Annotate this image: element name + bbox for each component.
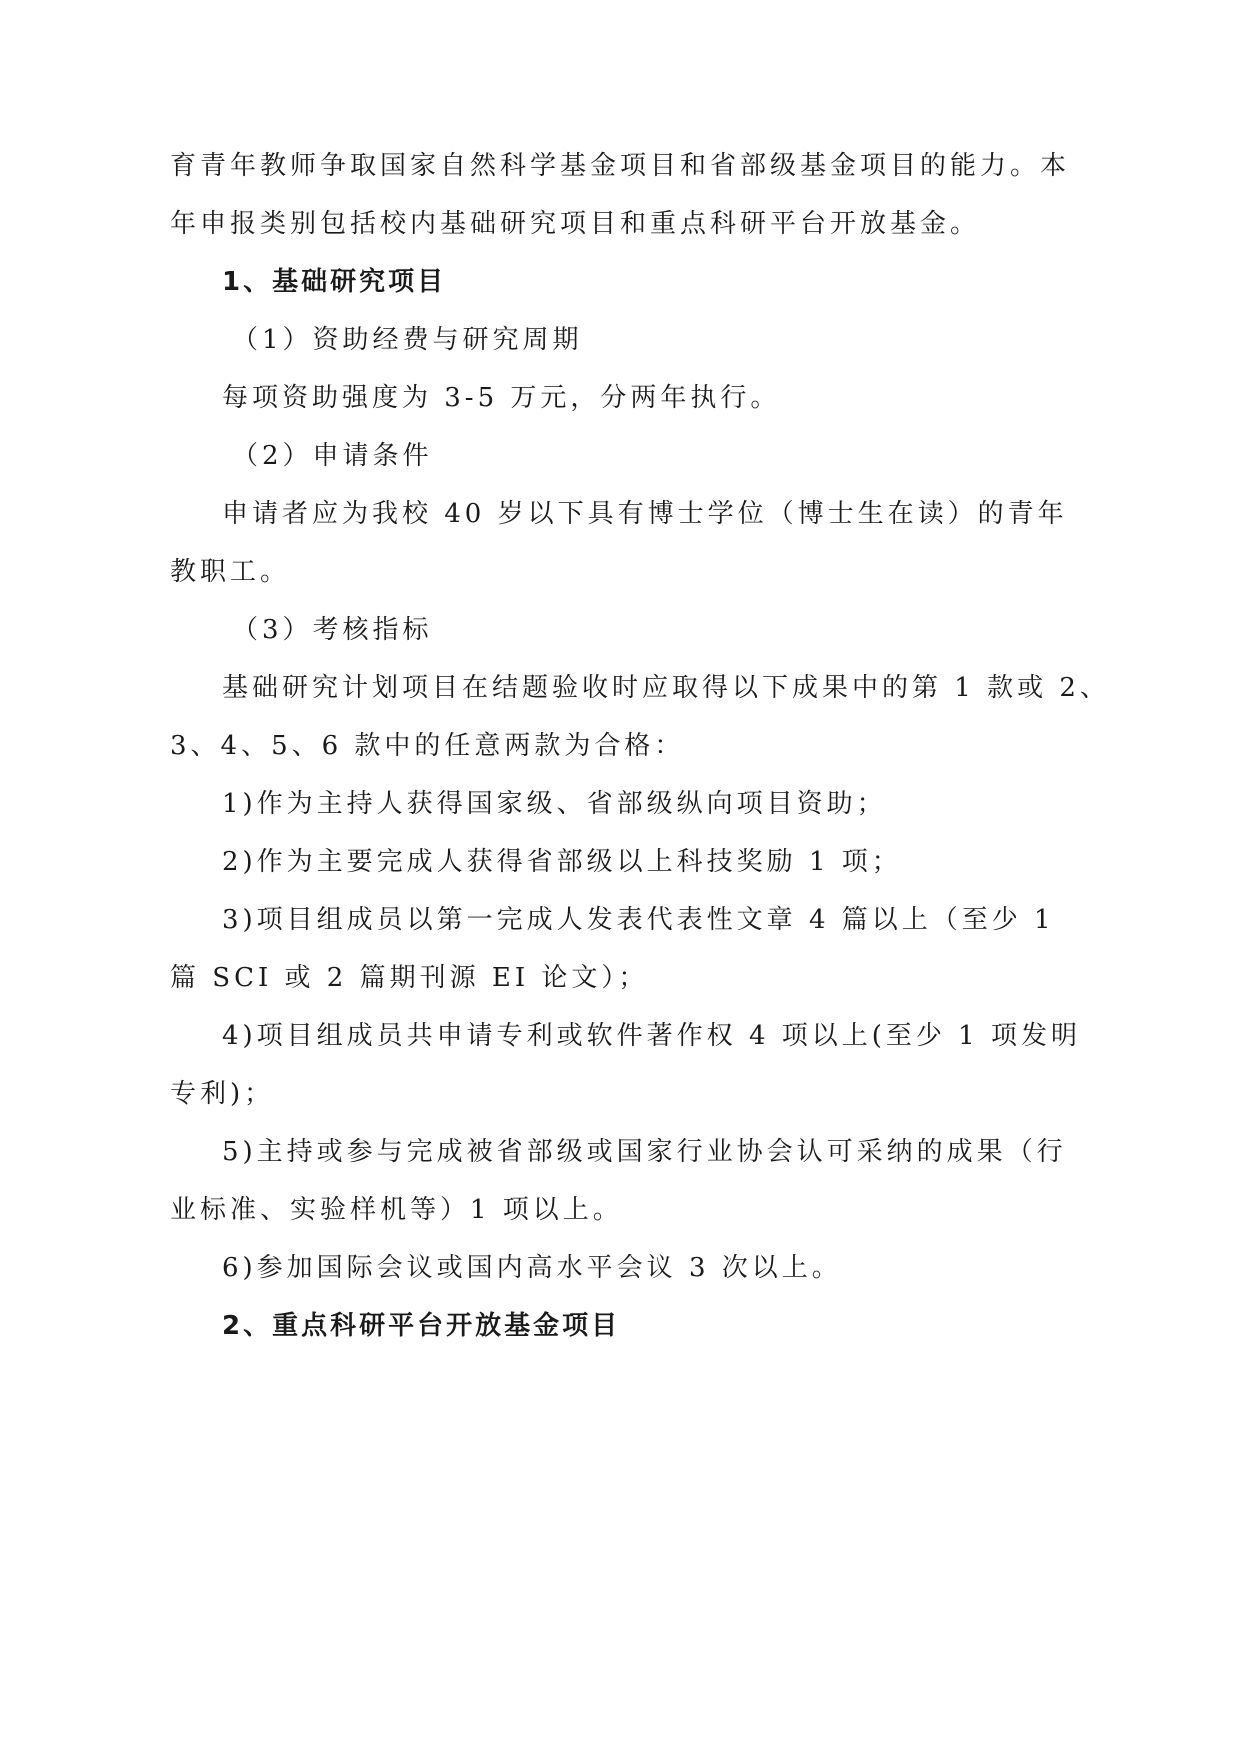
criteria-item-4-line-2: 专利)；: [170, 1079, 275, 1109]
criteria-item-5-line-2: 业标准、实验样机等）1 项以上。: [170, 1195, 623, 1225]
criteria-item-2: 2)作为主要完成人获得省部级以上科技奖励 1 项；: [222, 847, 902, 877]
section-1-heading: 1、基础研究项目: [222, 267, 447, 297]
subsection-3-heading: （3）考核指标: [232, 615, 433, 645]
eligibility-line-2: 教职工。: [170, 557, 291, 587]
subsection-1-heading: （1）资助经费与研究周期: [232, 325, 583, 355]
criteria-item-3-line-2: 篇 SCI 或 2 篇期刊源 EI 论文）；: [170, 963, 649, 993]
section-2-heading: 2、重点科研平台开放基金项目: [222, 1311, 621, 1341]
criteria-item-6: 6)参加国际会议或国内高水平会议 3 次以上。: [222, 1253, 842, 1283]
intro-line-1: 育青年教师争取国家自然科学基金项目和省部级基金项目的能力。本: [170, 151, 1071, 181]
criteria-item-3-line-1: 3)项目组成员以第一完成人发表代表性文章 4 篇以上（至少 1: [222, 905, 1055, 935]
criteria-intro-line-1: 基础研究计划项目在结题验收时应取得以下成果中的第 1 款或 2、: [222, 673, 1110, 703]
eligibility-line-1: 申请者应为我校 40 岁以下具有博士学位（博士生在读）的青年: [222, 499, 1068, 529]
criteria-item-4-line-1: 4)项目组成员共申请专利或软件著作权 4 项以上(至少 1 项发明: [222, 1021, 1081, 1051]
subsection-2-heading: （2）申请条件: [232, 441, 433, 471]
intro-line-2: 年申报类别包括校内基础研究项目和重点科研平台开放基金。: [170, 209, 981, 239]
criteria-intro-line-2: 3、4、5、6 款中的任意两款为合格：: [170, 731, 685, 761]
criteria-item-5-line-1: 5)主持或参与完成被省部级或国家行业协会认可采纳的成果（行: [222, 1137, 1067, 1167]
funding-text: 每项资助强度为 3-5 万元，分两年执行。: [222, 383, 781, 413]
criteria-item-1: 1)作为主持人获得国家级、省部级纵向项目资助；: [222, 789, 887, 819]
